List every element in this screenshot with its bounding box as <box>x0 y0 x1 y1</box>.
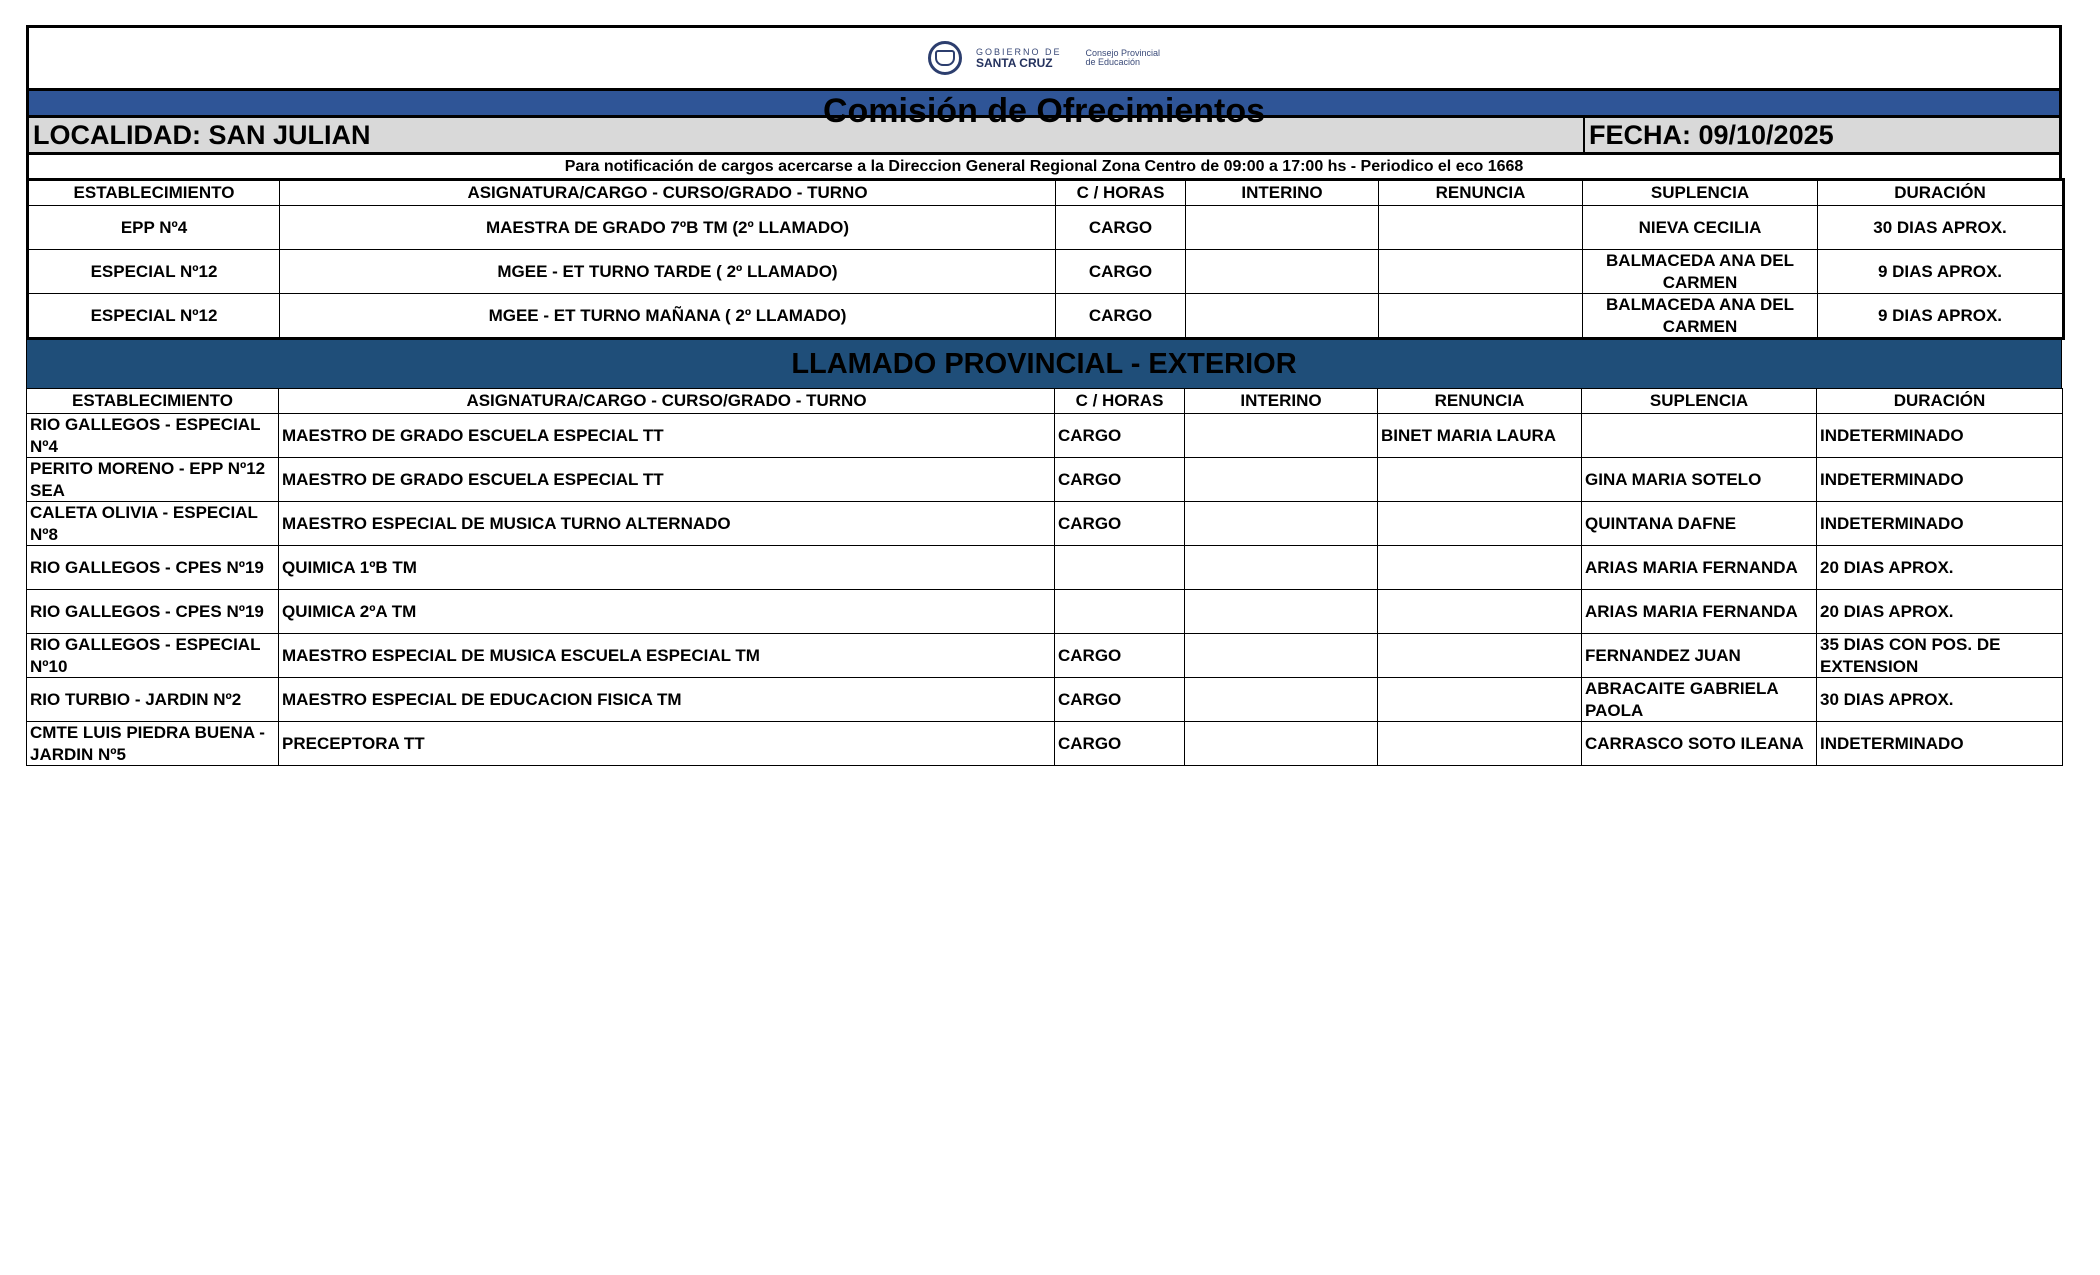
cell-c-horas: CARGO <box>1055 722 1185 766</box>
cell-renuncia <box>1378 458 1582 502</box>
cell-asignatura: MAESTRO DE GRADO ESCUELA ESPECIAL TT <box>279 458 1055 502</box>
council-line1: Consejo Provincial <box>1085 47 1161 58</box>
table-header-row <box>28 180 2064 206</box>
title-bar <box>26 88 2062 130</box>
cell-c-horas: CARGO <box>1056 250 1186 294</box>
cell-duracion: 35 DIAS CON POS. DE EXTENSION <box>1817 634 2063 678</box>
cell-renuncia <box>1378 502 1582 546</box>
cell-renuncia <box>1378 546 1582 590</box>
cell-interino <box>1185 678 1378 722</box>
header-renuncia: RENUNCIA <box>1379 180 1583 206</box>
cell-interino <box>1185 634 1378 678</box>
header-establecimiento: ESTABLECIMIENTO <box>28 180 280 206</box>
cell-c-horas <box>1055 590 1185 634</box>
table-row <box>28 250 2064 294</box>
cell-c-horas: CARGO <box>1055 502 1185 546</box>
notice-text: Para notificación de cargos acercarse a la Direccion General Regional Zona Centro de 09:00 a 17:00 hs - Periodico el eco 1668 <box>26 152 2062 178</box>
cell-establecimiento: RIO GALLEGOS - ESPECIAL Nº4 <box>27 414 279 458</box>
provincial-section-bar <box>26 340 2062 388</box>
provincial-section-title: LLAMADO PROVINCIAL - EXTERIOR <box>791 347 1297 380</box>
cell-duracion: 20 DIAS APROX. <box>1817 590 2063 634</box>
local-offers-table <box>26 178 2065 340</box>
cell-asignatura: MAESTRO ESPECIAL DE MUSICA TURNO ALTERNADO <box>279 502 1055 546</box>
cell-establecimiento: CMTE LUIS PIEDRA BUENA - JARDIN Nº5 <box>27 722 279 766</box>
page-title: Comisión de Ofrecimientos <box>822 92 1266 130</box>
cell-duracion: 30 DIAS APROX. <box>1818 206 2064 250</box>
cell-establecimiento: RIO TURBIO - JARDIN Nº2 <box>27 678 279 722</box>
cell-renuncia: BINET MARIA LAURA <box>1378 414 1582 458</box>
cell-suplencia: ARIAS MARIA FERNANDA <box>1582 590 1817 634</box>
cell-establecimiento: CALETA OLIVIA - ESPECIAL Nº8 <box>27 502 279 546</box>
table-row <box>28 206 2064 250</box>
location-date-row <box>26 115 2062 152</box>
cell-interino <box>1185 502 1378 546</box>
cell-interino <box>1185 458 1378 502</box>
header-asignatura: ASIGNATURA/CARGO - CURSO/GRADO - TURNO <box>279 389 1055 414</box>
cell-duracion: INDETERMINADO <box>1817 722 2063 766</box>
document-sheet <box>26 25 2062 766</box>
table-row <box>28 294 2064 339</box>
cell-c-horas <box>1055 546 1185 590</box>
council-line2: de Educación <box>1085 57 1141 67</box>
header-c-horas: C / HORAS <box>1055 389 1185 414</box>
cell-establecimiento: EPP Nº4 <box>28 206 280 250</box>
cell-interino <box>1186 250 1379 294</box>
table-row <box>27 414 2063 458</box>
cell-establecimiento: RIO GALLEGOS - ESPECIAL Nº10 <box>27 634 279 678</box>
cell-duracion: 9 DIAS APROX. <box>1818 294 2064 339</box>
cell-duracion: INDETERMINADO <box>1817 502 2063 546</box>
cell-interino <box>1185 590 1378 634</box>
logo-header <box>26 25 2062 88</box>
table-row <box>27 634 2063 678</box>
cell-c-horas: CARGO <box>1055 678 1185 722</box>
cell-duracion: 20 DIAS APROX. <box>1817 546 2063 590</box>
cell-duracion: 9 DIAS APROX. <box>1818 250 2064 294</box>
cell-duracion: INDETERMINADO <box>1817 414 2063 458</box>
header-establecimiento: ESTABLECIMIENTO <box>27 389 279 414</box>
table-row <box>27 678 2063 722</box>
cell-suplencia: CARRASCO SOTO ILEANA <box>1582 722 1817 766</box>
cell-asignatura: MGEE - ET TURNO TARDE ( 2º LLAMADO) <box>280 250 1056 294</box>
cell-interino <box>1186 206 1379 250</box>
cell-suplencia: GINA MARIA SOTELO <box>1582 458 1817 502</box>
cell-interino <box>1185 414 1378 458</box>
cell-establecimiento: RIO GALLEGOS - CPES Nº19 <box>27 546 279 590</box>
cell-asignatura: MAESTRO ESPECIAL DE EDUCACION FISICA TM <box>279 678 1055 722</box>
header-duracion: DURACIÓN <box>1818 180 2064 206</box>
government-logo <box>976 48 1062 69</box>
cell-suplencia: ARIAS MARIA FERNANDA <box>1582 546 1817 590</box>
cell-suplencia: NIEVA CECILIA <box>1583 206 1818 250</box>
cell-establecimiento: RIO GALLEGOS - CPES Nº19 <box>27 590 279 634</box>
cell-suplencia <box>1582 414 1817 458</box>
provincial-offers-table <box>26 388 2063 766</box>
cell-suplencia: BALMACEDA ANA DEL CARMEN <box>1583 250 1818 294</box>
header-suplencia: SUPLENCIA <box>1583 180 1818 206</box>
cell-suplencia: FERNANDEZ JUAN <box>1582 634 1817 678</box>
cell-renuncia <box>1378 590 1582 634</box>
cell-renuncia <box>1378 634 1582 678</box>
cell-asignatura: MAESTRO ESPECIAL DE MUSICA ESCUELA ESPECIAL TM <box>279 634 1055 678</box>
cell-renuncia <box>1378 722 1582 766</box>
table-header-row <box>27 389 2063 414</box>
cell-c-horas: CARGO <box>1055 458 1185 502</box>
cell-interino <box>1186 294 1379 339</box>
council-logo <box>1085 49 1160 68</box>
cell-suplencia: ABRACAITE GABRIELA PAOLA <box>1582 678 1817 722</box>
cell-establecimiento: PERITO MORENO - EPP Nº12 SEA <box>27 458 279 502</box>
cell-interino <box>1185 546 1378 590</box>
localidad-label: LOCALIDAD: SAN JULIAN <box>29 118 1585 152</box>
cell-establecimiento: ESPECIAL Nº12 <box>28 250 280 294</box>
cell-c-horas: CARGO <box>1056 206 1186 250</box>
cell-renuncia <box>1379 250 1583 294</box>
header-interino: INTERINO <box>1185 389 1378 414</box>
cell-c-horas: CARGO <box>1055 634 1185 678</box>
cell-asignatura: MGEE - ET TURNO MAÑANA ( 2º LLAMADO) <box>280 294 1056 339</box>
cell-interino <box>1185 722 1378 766</box>
header-asignatura: ASIGNATURA/CARGO - CURSO/GRADO - TURNO <box>280 180 1056 206</box>
cell-asignatura: MAESTRA DE GRADO 7ºB TM (2º LLAMADO) <box>280 206 1056 250</box>
cell-c-horas: CARGO <box>1055 414 1185 458</box>
gov-top-text: GOBIERNO DE <box>975 46 1062 57</box>
provincial-seal-icon <box>928 41 962 75</box>
table-row <box>27 458 2063 502</box>
cell-renuncia <box>1379 294 1583 339</box>
cell-suplencia: BALMACEDA ANA DEL CARMEN <box>1583 294 1818 339</box>
cell-duracion: INDETERMINADO <box>1817 458 2063 502</box>
table-row <box>27 722 2063 766</box>
header-renuncia: RENUNCIA <box>1378 389 1582 414</box>
gov-main-text: SANTA CRUZ <box>975 55 1053 70</box>
table-row <box>27 546 2063 590</box>
cell-c-horas: CARGO <box>1056 294 1186 339</box>
cell-duracion: 30 DIAS APROX. <box>1817 678 2063 722</box>
table-row <box>27 502 2063 546</box>
header-suplencia: SUPLENCIA <box>1582 389 1817 414</box>
cell-renuncia <box>1379 206 1583 250</box>
header-interino: INTERINO <box>1186 180 1379 206</box>
cell-renuncia <box>1378 678 1582 722</box>
header-c-horas: C / HORAS <box>1056 180 1186 206</box>
cell-asignatura: QUIMICA 1ºB TM <box>279 546 1055 590</box>
cell-suplencia: QUINTANA DAFNE <box>1582 502 1817 546</box>
header-duracion: DURACIÓN <box>1817 389 2063 414</box>
cell-asignatura: PRECEPTORA TT <box>279 722 1055 766</box>
cell-asignatura: MAESTRO DE GRADO ESCUELA ESPECIAL TT <box>279 414 1055 458</box>
cell-asignatura: QUIMICA 2ºA TM <box>279 590 1055 634</box>
fecha-label: FECHA: 09/10/2025 <box>1589 119 1834 150</box>
table-row <box>27 590 2063 634</box>
cell-establecimiento: ESPECIAL Nº12 <box>28 294 280 339</box>
